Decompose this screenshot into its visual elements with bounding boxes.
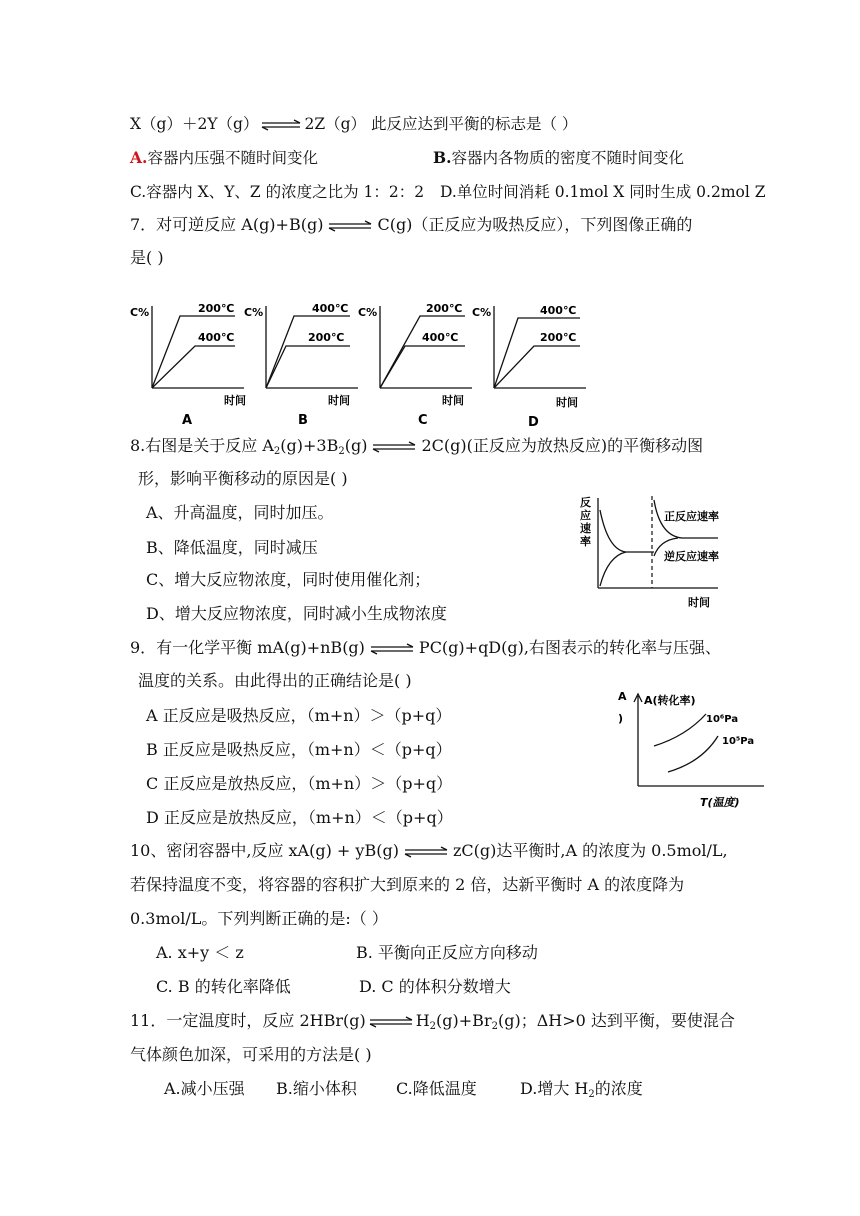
q9-pressure-high-label: 10⁶Pa	[706, 714, 739, 725]
q7-graph-b-label-200: 200℃	[308, 331, 345, 344]
q8-stem-part2: (g)+3B	[280, 436, 339, 455]
q6-stem	[130, 112, 577, 134]
q10-stem-line3: 0.3mol/L。下列判断正确的是:（ ）	[130, 909, 388, 928]
q7-graph-b-label-400: 400℃	[312, 302, 349, 315]
q8-stem-sub2: 2	[338, 446, 345, 457]
q9-option-b[interactable]: B 正反应是吸热反应，（m+n）＜（p+q）	[146, 740, 452, 759]
q7-stem-line2: 是( )	[130, 248, 164, 267]
q7-graph-a-label-200: 200℃	[198, 302, 235, 315]
equilibrium-arrows-icon	[369, 441, 419, 453]
q10-option-b[interactable]: B. 平衡向正反应方向移动	[356, 943, 538, 962]
q8-stem-part4: 2C(g)(正反应为放热反应)的平衡移动图	[421, 436, 704, 455]
q7-graph-d-ylabel: C%	[472, 306, 492, 319]
q8-stem-line1	[130, 433, 703, 457]
q9-stem-line2: 温度的关系。由此得出的正确结论是( )	[138, 671, 412, 690]
q8-ylabel-3: 速	[580, 522, 591, 535]
q11-stem-part4: (g)；ΔH>0 达到平衡，要使混合	[497, 1011, 735, 1030]
q11-stem-part2: H	[415, 1011, 430, 1030]
q11-option-d-sub: 2	[588, 1089, 595, 1100]
q7-stem-left: 7．对可逆反应 A(g)+B(g)	[130, 215, 324, 234]
q6-option-d[interactable]: D.单位时间消耗 0.1mol X 同时生成 0.2mol Z	[440, 183, 766, 201]
q10-option-d[interactable]: D. C 的体积分数增大	[359, 977, 511, 996]
q8-xlabel: 时间	[688, 596, 710, 609]
q11-option-d[interactable]	[520, 1076, 643, 1100]
equilibrium-arrows-icon	[401, 846, 451, 858]
q9-fig-paren: )	[618, 712, 624, 725]
q7-graph-d-letter: D	[528, 415, 539, 428]
q7-graph-b-ylabel: C%	[244, 306, 264, 319]
q8-ylabel-2: 应	[580, 509, 591, 522]
q11-option-c[interactable]: C.降低温度	[396, 1079, 477, 1098]
q9-conversion-graph	[614, 686, 774, 810]
q11-option-b[interactable]: B.缩小体积	[276, 1079, 357, 1098]
equilibrium-arrows-icon	[368, 1016, 414, 1028]
q7-graph-b-letter: B	[298, 413, 308, 428]
q10-stem-line1	[130, 838, 728, 861]
q10-stem-line2: 若保持温度不变，将容器的容积扩大到原来的 2 倍，达新平衡时 A 的浓度降为	[130, 875, 685, 894]
q10-stem-left: 10、密闭容器中,反应 xA(g) + yB(g)	[130, 841, 399, 860]
q11-option-d-part1: D.增大 H	[520, 1079, 589, 1098]
q9-option-c[interactable]: C 正反应是放热反应，（m+n）＞（p+q）	[146, 774, 453, 793]
q8-stem-part1: 8.右图是关于反应 A	[130, 436, 274, 455]
q9-option-d[interactable]: D 正反应是放热反应，（m+n）＜（p+q）	[146, 808, 453, 827]
q7-graph-a-letter: A	[182, 413, 193, 428]
q6-option-a-text: 容器内压强不随时间变化	[147, 149, 318, 167]
q11-stem-sub2: 2	[491, 1021, 498, 1032]
q11-option-d-part2: 的浓度	[594, 1079, 643, 1098]
q7-graph-c-xlabel: 时间	[442, 394, 464, 407]
q7-graph-a-label-400: 400℃	[198, 331, 235, 344]
q10-option-a[interactable]: A. x+y ＜ z	[156, 943, 244, 962]
q7-graph-c-label-400: 400℃	[422, 331, 459, 344]
q7-graph-a-xlabel: 时间	[224, 394, 246, 407]
q8-option-c[interactable]: C、增大反应物浓度，同时使用催化剂；	[146, 570, 431, 589]
q9-stem-left: 9．有一化学平衡 mA(g)+nB(g)	[130, 638, 365, 657]
q6-option-a[interactable]	[130, 146, 318, 168]
q8-option-b[interactable]: B、降低温度，同时减压	[146, 538, 318, 557]
q10-stem-right: zC(g)达平衡时,A 的浓度为 0.5mol/L,	[452, 841, 728, 860]
q7-stem-line1	[130, 212, 692, 235]
q7-graph-a[interactable]	[130, 302, 246, 428]
q11-option-a[interactable]: A.减小压强	[164, 1079, 245, 1098]
q9-stem-line1	[130, 635, 721, 658]
q6-option-b-letter: B.	[433, 148, 452, 167]
q7-graph-a-ylabel: C%	[130, 306, 150, 319]
q9-fig-a: A	[618, 690, 627, 703]
q7-stem-right: C(g)（正反应为吸热反应），下列图像正确的	[377, 215, 693, 234]
q7-graph-d[interactable]	[472, 304, 586, 428]
q8-stem-sub1: 2	[273, 446, 281, 457]
q9-ylabel: A(转化率)	[644, 694, 696, 707]
q7-graph-d-xlabel: 时间	[556, 396, 578, 409]
q11-stem-part3: (g)+Br	[436, 1011, 492, 1030]
q6-option-b-text: 容器内各物质的密度不随时间变化	[451, 149, 685, 167]
q8-stem-part3: (g)	[344, 436, 368, 455]
equilibrium-arrows-icon	[260, 119, 302, 131]
q8-forward-rate-label: 正反应速率	[664, 510, 719, 523]
q11-stem-line1	[130, 1008, 735, 1032]
q8-stem-line2: 形，影响平衡移动的原因是( )	[138, 469, 348, 488]
q8-option-d[interactable]: D、增大反应物浓度，同时减小生成物浓度	[146, 604, 447, 623]
q6-option-a-letter: A.	[130, 148, 148, 167]
q9-option-a[interactable]: A 正反应是吸热反应，（m+n）＞（p+q）	[146, 706, 452, 725]
q9-pressure-low-label: 10⁵Pa	[722, 736, 755, 747]
q7-graph-c[interactable]	[358, 302, 472, 428]
q9-stem-right: PC(g)+qD(g),右图表示的转化率与压强、	[418, 638, 721, 657]
equilibrium-arrows-icon	[325, 220, 375, 232]
q7-graph-d-label-200: 200℃	[540, 331, 577, 344]
q6-option-c[interactable]: C.容器内 X、Y、Z 的浓度之比为 1：2：2	[130, 183, 425, 201]
q10-option-c[interactable]: C. B 的转化率降低	[156, 977, 291, 996]
q8-rate-graph	[578, 490, 748, 612]
q11-stem-part1: 11．一定温度时，反应 2HBr(g)	[130, 1011, 366, 1030]
q7-graph-c-ylabel: C%	[358, 306, 378, 319]
q11-stem-sub1: 2	[429, 1021, 437, 1032]
q7-graph-b-xlabel: 时间	[328, 394, 350, 407]
q9-xlabel: T(温度)	[700, 796, 740, 809]
q6-option-b[interactable]	[433, 146, 684, 168]
q7-graph-c-label-200: 200℃	[426, 302, 463, 315]
q6-stem-left: X（g）＋2Y（g）	[130, 115, 259, 133]
q11-stem-line2: 气体颜色加深，可采用的方法是( )	[130, 1045, 372, 1064]
q7-graph-b[interactable]	[244, 302, 358, 428]
q7-graph-c-letter: C	[418, 413, 428, 428]
q7-graphs-figure	[120, 296, 600, 428]
q8-option-a[interactable]: A、升高温度，同时加压。	[146, 503, 334, 522]
q6-stem-right: 2Z（g） 此反应达到平衡的标志是（ ）	[304, 115, 578, 133]
q7-graph-d-label-400: 400℃	[540, 304, 577, 317]
q8-ylabel-1: 反	[580, 496, 591, 509]
equilibrium-arrows-icon	[367, 643, 417, 655]
q8-reverse-rate-label: 逆反应速率	[664, 550, 719, 563]
q8-ylabel-4: 率	[580, 535, 591, 548]
